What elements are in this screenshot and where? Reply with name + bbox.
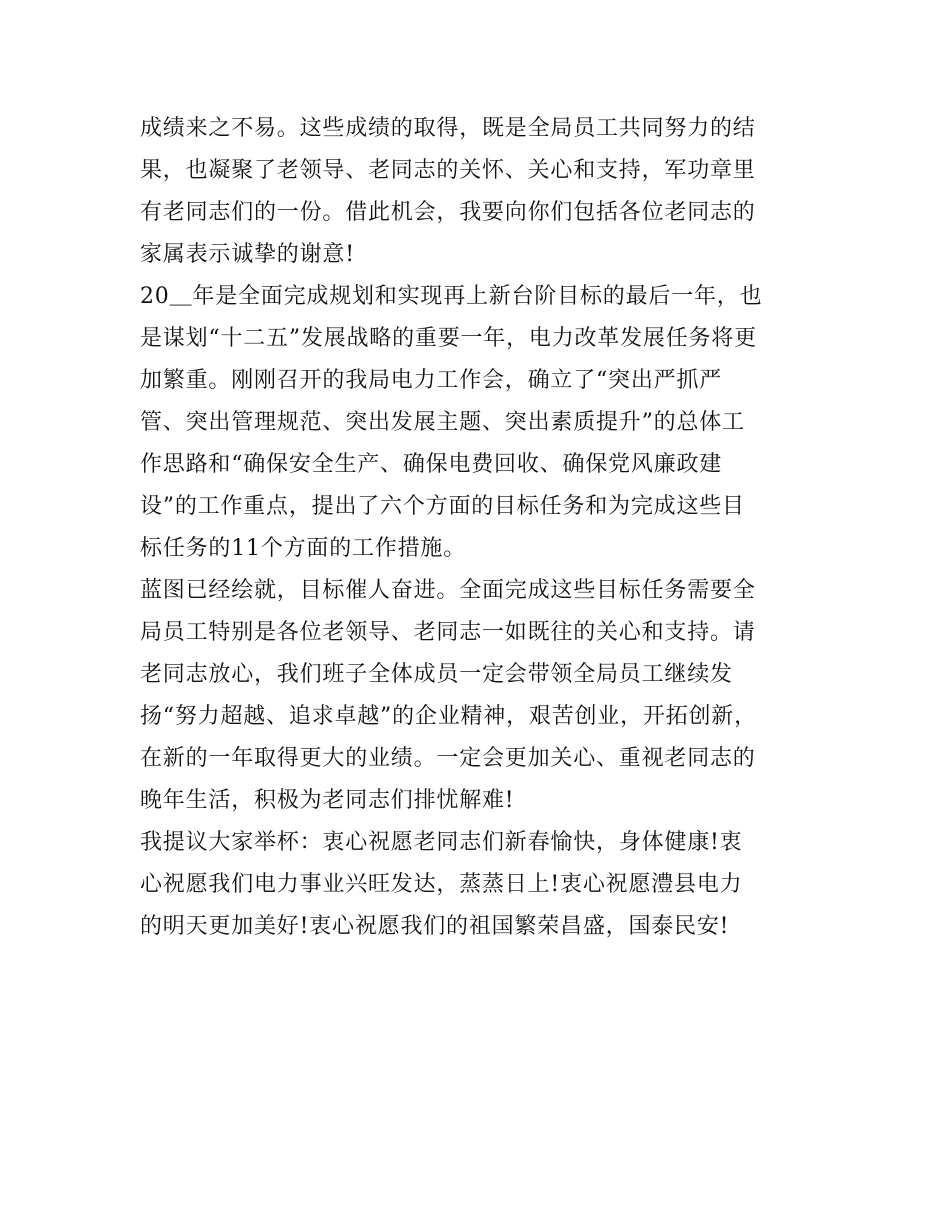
paragraph-4 — [140, 822, 815, 948]
text-line: 管、突出管理规范、突出发展主题、突出素质提升”的总体工 — [140, 410, 745, 435]
text-line: 局员工特别是各位老领导、老同志一如既往的关心和支持。请 — [140, 620, 756, 645]
text-line: 果，也凝聚了老领导、老同志的关怀、关心和支持，军功章里 — [140, 158, 756, 183]
text-line: 我提议大家举杯：衷心祝愿老同志们新春愉快，身体健康!衷 — [140, 830, 743, 855]
text-line: 的明天更加美好!衷心祝愿我们的祖国繁荣昌盛，国泰民安! — [140, 914, 730, 939]
text-line: 作思路和“确保安全生产、确保电费回收、确保党风廉政建 — [140, 452, 723, 477]
paragraph-2 — [140, 276, 815, 570]
text-line: 心祝愿我们电力事业兴旺发达，蒸蒸日上!衷心祝愿澧县电力 — [140, 872, 743, 897]
text-line: 是谋划“十二五”发展战略的重要一年，电力改革发展任务将更 — [140, 326, 757, 351]
text-line: 家属表示诚挚的谢意! — [140, 242, 355, 267]
paragraph-1 — [140, 108, 815, 276]
text-line: 蓝图已经绘就，目标催人奋进。全面完成这些目标任务需要全 — [140, 578, 756, 603]
text-line: 晚年生活，积极为老同志们排忧解难! — [140, 788, 515, 813]
text-line: 成绩来之不易。这些成绩的取得，既是全局员工共同努力的结 — [140, 116, 756, 141]
text-line: 老同志放心，我们班子全体成员一定会带领全局员工继续发 — [140, 662, 733, 687]
paragraph-3 — [140, 570, 815, 822]
text-line: 扬“努力超越、追求卓越”的企业精神，艰苦创业，开拓创新， — [140, 704, 757, 729]
text-line: 在新的一年取得更大的业绩。一定会更加关心、重视老同志的 — [140, 746, 756, 771]
text-line: 加繁重。刚刚召开的我局电力工作会，确立了“突出严抓严 — [140, 368, 723, 393]
text-line: 标任务的11个方面的工作措施。 — [140, 536, 466, 561]
text-line: 有老同志们的一份。借此机会，我要向你们包括各位老同志的 — [140, 200, 756, 225]
text-line: 设”的工作重点，提出了六个方面的目标任务和为完成这些目 — [140, 494, 745, 519]
text-line: 20＿年是全面完成规划和实现再上新台阶目标的最后一年，也 — [140, 284, 763, 309]
document-body — [140, 108, 815, 948]
